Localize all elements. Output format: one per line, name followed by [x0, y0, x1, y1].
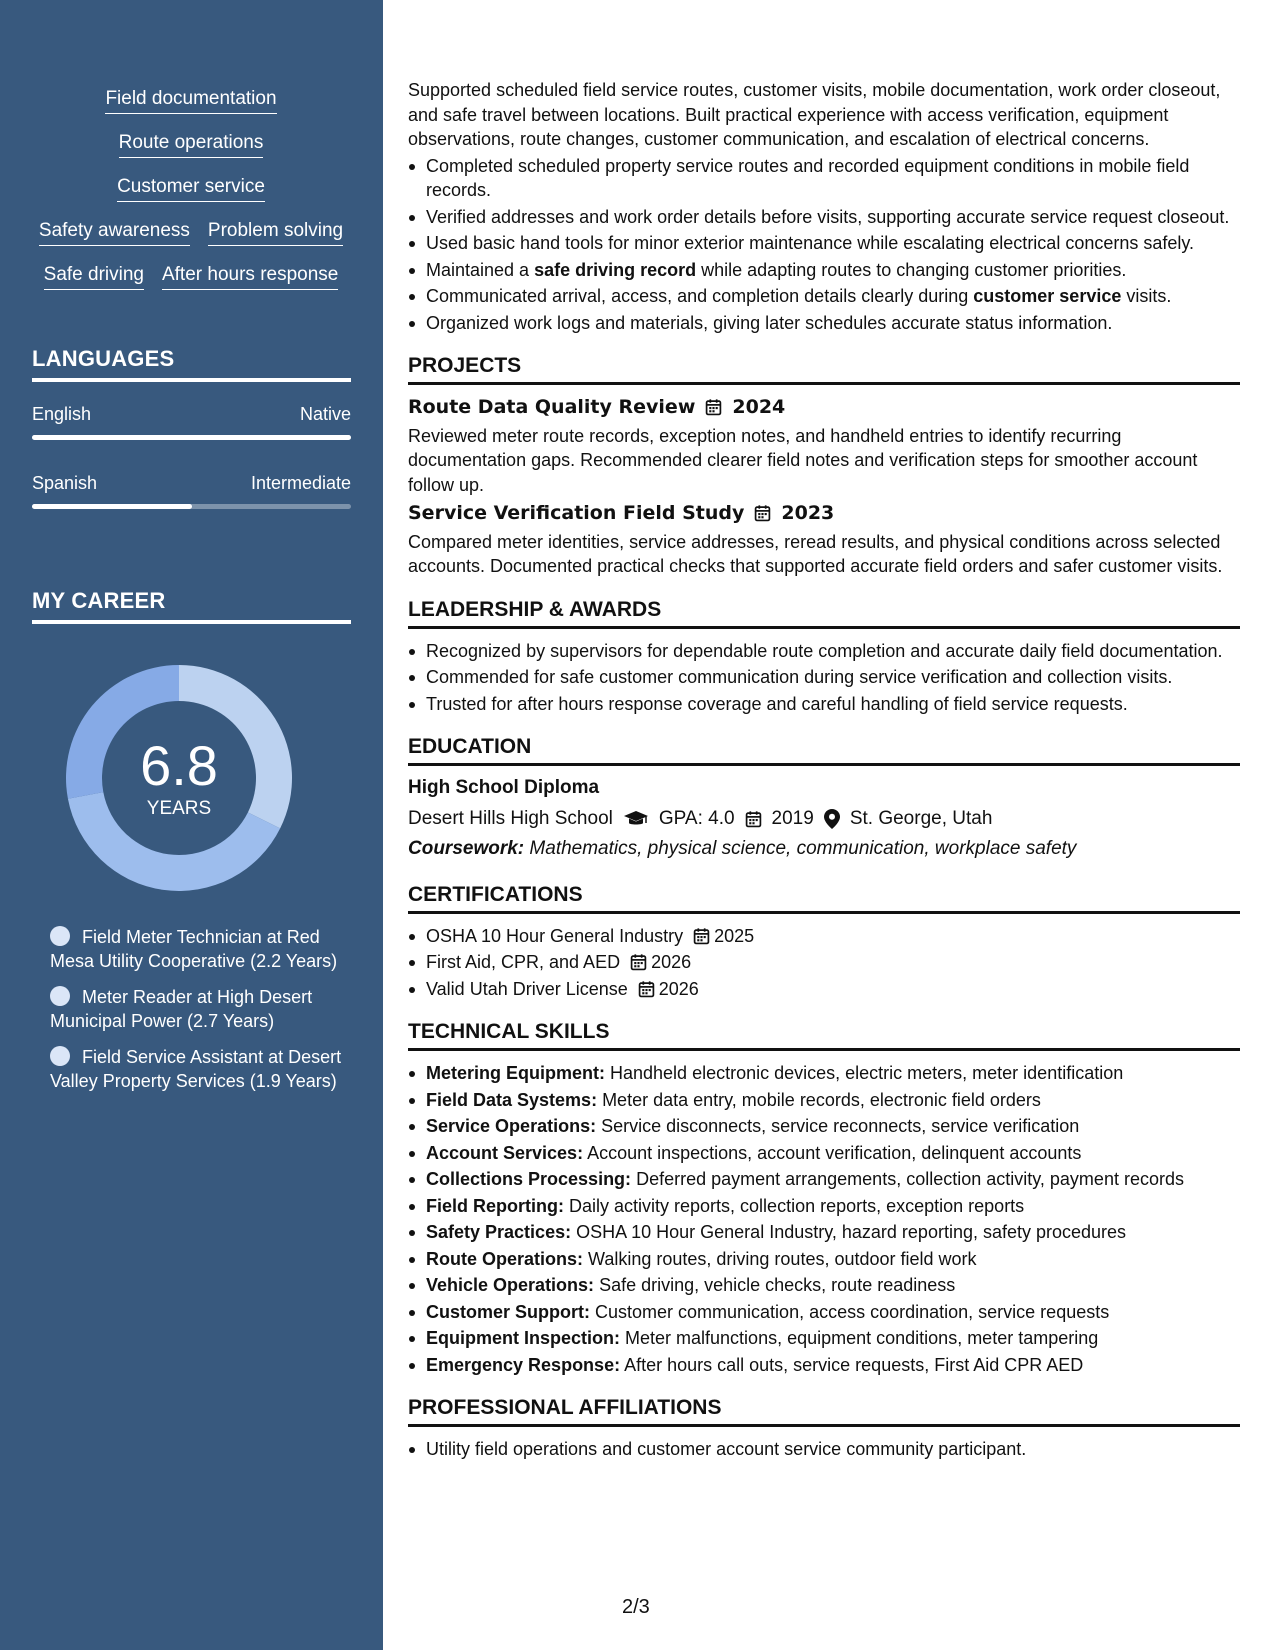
- languages-heading: LANGUAGES: [32, 346, 351, 382]
- skill-label: Field Reporting:: [426, 1195, 564, 1216]
- project-year: 2023: [781, 502, 835, 524]
- project-description: Reviewed meter route records, exception notes, and handheld entries to identify recurring documentation gaps. Recommended clearer field notes and verification steps for smoother account follow up.: [408, 425, 1198, 495]
- experience-bullet: [408, 311, 1240, 336]
- certification-name: OSHA 10 Hour General Industry: [426, 925, 684, 946]
- education-school: Desert Hills High School: [408, 807, 613, 829]
- technical-skills-list: [408, 1061, 1240, 1377]
- skill-row: [32, 175, 350, 202]
- project-title: Route Data Quality Review: [408, 396, 696, 418]
- skill-tag: Safe driving: [44, 263, 144, 290]
- leadership-list: [408, 639, 1240, 717]
- certifications-list: [408, 924, 1240, 1002]
- career-item: [50, 925, 350, 973]
- skill-tag: Problem solving: [208, 219, 343, 246]
- career-total-years: 6.8: [140, 734, 218, 797]
- certification-year: 2026: [658, 978, 699, 999]
- skill-tag: Field documentation: [105, 87, 276, 114]
- experience-bullet: [408, 231, 1240, 256]
- bullet-text: Completed scheduled property service routes and recorded equipment conditions in mobile field records.: [426, 155, 1190, 200]
- skill-label: Collections Processing:: [426, 1169, 632, 1189]
- experience-bullet: [408, 284, 1240, 309]
- coursework-text: Mathematics, physical science, communication, workplace safety: [524, 838, 1077, 859]
- calendar-icon: [693, 927, 710, 945]
- leadership-heading: LEADERSHIP & AWARDS: [408, 597, 1240, 629]
- skill-text: Account inspections, account verification, delinquent accounts: [583, 1142, 1082, 1163]
- experience-bullet: [408, 258, 1240, 283]
- location-pin-icon: [824, 809, 840, 829]
- education-coursework: [408, 837, 1240, 862]
- skill-text: Customer communication, access coordination, service requests: [590, 1301, 1110, 1322]
- education-location: St. George, Utah: [849, 807, 993, 829]
- bullet-dot-icon: [50, 926, 70, 946]
- affiliations-heading: PROFESSIONAL AFFILIATIONS: [408, 1395, 1240, 1427]
- project-item: [408, 501, 1240, 579]
- skill-text: Meter malfunctions, equipment conditions, meter tampering: [620, 1328, 1099, 1348]
- skill-label: Emergency Response:: [426, 1354, 621, 1375]
- language-level: Native: [299, 404, 351, 424]
- page-number: 2/3: [622, 1596, 650, 1618]
- skill-label: Metering Equipment:: [426, 1063, 605, 1083]
- skill-label: Field Data Systems:: [426, 1089, 598, 1110]
- skill-text: Daily activity reports, collection reports, exception reports: [564, 1195, 1025, 1216]
- language-bar: [32, 504, 351, 509]
- skill-tag: After hours response: [162, 263, 338, 290]
- skill-label: Service Operations:: [426, 1116, 597, 1136]
- certification-year: 2026: [651, 952, 692, 972]
- language-name: Spanish: [32, 473, 98, 493]
- skill-text: Service disconnects, service reconnects, service verification: [596, 1116, 1080, 1136]
- projects-heading: PROJECTS: [408, 353, 1240, 385]
- education-heading: EDUCATION: [408, 734, 1240, 766]
- technical-skill-item: [408, 1220, 1240, 1245]
- experience-summary: Supported scheduled field service routes, customer visits, mobile documentation, work order closeout, and safe travel between locations. Built practical experience with access verification, equipment observations, route changes, customer communication, and escalation of electrical concerns.: [408, 80, 1221, 149]
- experience-bullets: [408, 154, 1240, 336]
- career-item-text: Meter Reader at High Desert Municipal Power (2.7 Years): [50, 987, 313, 1031]
- technical-skill-item: [408, 1167, 1240, 1192]
- project-item: [408, 395, 1240, 497]
- affiliations-list: [408, 1437, 1240, 1462]
- skill-row: [32, 87, 350, 114]
- experience-bullet: [408, 154, 1240, 203]
- career-list: [50, 925, 350, 1105]
- main-content: [408, 78, 1240, 1464]
- technical-skills-heading: TECHNICAL SKILLS: [408, 1019, 1240, 1051]
- certification-item: [408, 977, 1240, 1002]
- bullet-dot-icon: [50, 986, 70, 1006]
- skill-text: Handheld electronic devices, electric meters, meter identification: [605, 1063, 1124, 1083]
- career-item: [50, 985, 350, 1033]
- skill-label: Account Services:: [426, 1142, 584, 1163]
- skill-label: Vehicle Operations:: [426, 1275, 595, 1295]
- technical-skill-item: [408, 1247, 1240, 1272]
- language-level: Intermediate: [250, 473, 351, 493]
- career-years-unit: YEARS: [146, 798, 212, 819]
- skill-label: Safety Practices:: [426, 1222, 572, 1242]
- certifications-heading: CERTIFICATIONS: [408, 882, 1240, 914]
- technical-skill-item: [408, 1061, 1240, 1086]
- list-item: Recognized by supervisors for dependable route completion and accurate daily field documentation.: [408, 639, 1240, 664]
- technical-skill-item: [408, 1194, 1240, 1219]
- skill-text: OSHA 10 Hour General Industry, hazard reporting, safety procedures: [571, 1222, 1127, 1242]
- education-year: 2019: [771, 807, 814, 829]
- project-year: 2024: [732, 396, 786, 418]
- sidebar: [0, 0, 383, 1650]
- technical-skill-item: [408, 1353, 1240, 1378]
- calendar-icon: [754, 504, 771, 522]
- bullet-text: Maintained a: [426, 259, 535, 280]
- bullet-text: Used basic hand tools for minor exterior maintenance while escalating electrical concerns safely.: [426, 233, 1195, 253]
- skill-text: Deferred payment arrangements, collection activity, payment records: [631, 1169, 1184, 1189]
- bullet-text: customer service: [973, 286, 1122, 306]
- certification-name: Valid Utah Driver License: [426, 978, 628, 999]
- bullet-text: safe driving record: [534, 259, 697, 280]
- skill-tag: Customer service: [117, 175, 265, 202]
- language-english: [32, 404, 351, 440]
- bullet-text: while adapting routes to changing customer priorities.: [696, 259, 1127, 280]
- project-title: Service Verification Field Study: [408, 502, 745, 524]
- skill-label: Customer Support:: [426, 1301, 590, 1322]
- language-bar-fill: [32, 504, 192, 509]
- coursework-label: Coursework:: [408, 838, 525, 859]
- skill-tag: Route operations: [119, 131, 264, 158]
- bullet-text: visits.: [1121, 286, 1172, 306]
- language-bar-fill: [32, 435, 351, 440]
- skill-label: Equipment Inspection:: [426, 1328, 621, 1348]
- graduation-cap-icon: [623, 810, 649, 828]
- bullet-text: Organized work logs and materials, giving later schedules accurate status information.: [426, 312, 1113, 333]
- bullet-text: Verified addresses and work order details before visits, supporting accurate service request closeout.: [426, 206, 1230, 227]
- bullet-text: Communicated arrival, access, and completion details clearly during: [426, 286, 974, 306]
- calendar-icon: [705, 398, 722, 416]
- technical-skill-item: [408, 1326, 1240, 1351]
- career-item-text: Field Meter Technician at Red Mesa Utility Cooperative (2.2 Years): [50, 927, 338, 971]
- list-item: Commended for safe customer communication during service verification and collection visits.: [408, 665, 1240, 690]
- education-degree: High School Diploma: [408, 777, 600, 798]
- certification-name: First Aid, CPR, and AED: [426, 952, 621, 972]
- career-donut-chart: [66, 665, 292, 891]
- skill-text: After hours call outs, service requests, First Aid CPR AED: [620, 1354, 1084, 1375]
- bullet-dot-icon: [50, 1046, 70, 1066]
- language-spanish: [32, 473, 351, 509]
- skill-row: [32, 131, 350, 158]
- skill-row: [32, 263, 350, 290]
- technical-skill-item: [408, 1273, 1240, 1298]
- project-description: Compared meter identities, service addresses, reread results, and physical conditions across selected accounts. Documented practical checks that supported accurate field orders and safer customer visits.: [408, 531, 1223, 576]
- skill-label: Route Operations:: [426, 1248, 584, 1269]
- career-heading: MY CAREER: [32, 588, 351, 624]
- education-details: [408, 807, 1240, 832]
- certification-item: [408, 924, 1240, 949]
- skill-text: Walking routes, driving routes, outdoor field work: [583, 1248, 977, 1269]
- certification-item: [408, 950, 1240, 975]
- technical-skill-item: [408, 1114, 1240, 1139]
- language-bar: [32, 435, 351, 440]
- technical-skill-item: [408, 1300, 1240, 1325]
- calendar-icon: [630, 953, 647, 971]
- career-item: [50, 1045, 350, 1093]
- skill-row: [32, 219, 350, 246]
- technical-skill-item: [408, 1088, 1240, 1113]
- skill-text: Safe driving, vehicle checks, route readiness: [594, 1275, 956, 1295]
- technical-skill-item: [408, 1141, 1240, 1166]
- skill-text: Meter data entry, mobile records, electronic field orders: [597, 1089, 1041, 1110]
- skill-tag: Safety awareness: [39, 219, 190, 246]
- certification-year: 2025: [714, 925, 755, 946]
- language-name: English: [32, 404, 92, 424]
- calendar-icon: [745, 810, 762, 828]
- skill-tags: [32, 87, 350, 307]
- list-item: Utility field operations and customer account service community participant.: [408, 1437, 1240, 1462]
- education-gpa: GPA: 4.0: [658, 807, 735, 829]
- calendar-icon: [638, 980, 655, 998]
- experience-bullet: [408, 205, 1240, 230]
- career-item-text: Field Service Assistant at Desert Valley Property Services (1.9 Years): [50, 1047, 342, 1091]
- list-item: Trusted for after hours response coverage and careful handling of field service requests.: [408, 692, 1240, 717]
